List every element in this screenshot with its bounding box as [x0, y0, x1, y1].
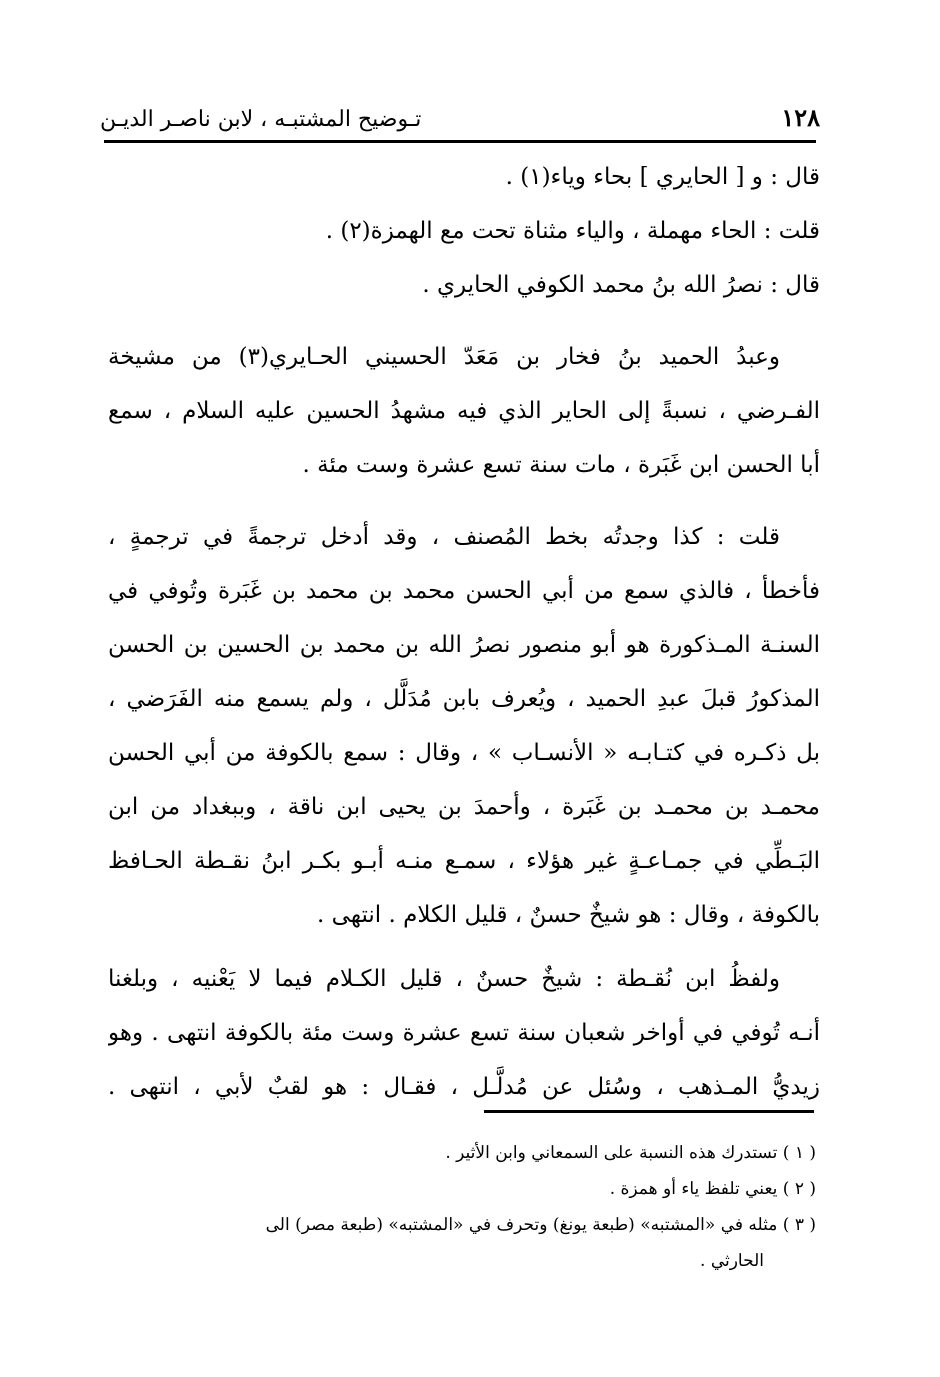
text-line: الفـرضي ، نسبةً إلى الحاير الذي فيه مشهدُ الحسين عليه السلام ، سمع [108, 398, 820, 424]
text-line: بل ذكـره في كتـابـه « الأنسـاب » ، وقال : سمع بالكوفة من أبي الحسن [108, 740, 820, 766]
text-line: قال : نصرُ الله بنُ محمد الكوفي الحايري . [422, 272, 820, 298]
text-line: زيديُّ المـذهب ، وسُئل عن مُدلَّـل ، فقـال : هو لقبٌ لأبي ، انتهى . [108, 1074, 820, 1100]
text-line: محمـد بن محمـد بن غَبَرة ، وأحمدَ بن يحيى ابن ناقة ، وببغداد من ابن [108, 794, 820, 820]
footnote-continuation: الحارثي . [700, 1251, 764, 1271]
text-line: أبا الحسن ابن غَبَرة ، مات سنة تسع عشرة وست مئة . [302, 452, 820, 478]
text-line: السنـة المـذكورة هو أبو منصور نصرُ الله بن محمد بن الحسين بن الحسن [108, 632, 820, 658]
footnotes [116, 1135, 816, 1279]
footnote-rule [484, 1110, 814, 1113]
paragraph-gap [108, 312, 820, 330]
page-header [100, 92, 820, 132]
text-line: قلت : الحاء مهملة ، والياء مثناة تحت مع الهمزة(٢) . [325, 218, 820, 244]
text-line: البَـطِّي في جمـاعـةٍ غير هؤلاء ، سمـع منـه أبـو بكـر ابنُ نقـطة الحـافظ [108, 848, 820, 874]
text-line: ولفظُ ابن نُقـطة : شيخٌ حسنٌ ، قليل الكـلام فيما لا يَعْنيه ، وبلغنا [108, 966, 780, 992]
footnote: ( ١ ) تستدرك هذه النسبة على السمعاني وابن الأثير . [445, 1143, 816, 1163]
text-line: فأخطأ ، فالذي سمع من أبي الحسن محمد بن محمد بن غَبَرة وتُوفي في [108, 578, 820, 604]
header-rule [104, 140, 816, 143]
footnote: ( ٢ ) يعني تلفظ ياء أو همزة . [609, 1179, 816, 1199]
page-number: ١٢٨ [781, 103, 820, 132]
main-text [108, 150, 820, 1114]
text-line: قال : و [ الحايري ] بحاء وياء(١) . [505, 164, 820, 190]
paragraph-gap [108, 942, 820, 952]
paragraph-gap [108, 492, 820, 510]
text-line: أنـه تُوفي في أواخر شعبان سنة تسع عشرة وست مئة بالكوفة انتهى . وهو [108, 1020, 820, 1046]
text-line: قلت : كذا وجدتُه بخط المُصنف ، وقد أدخل ترجمةً في ترجمةٍ ، [108, 524, 780, 550]
text-line: بالكوفة ، وقال : هو شيخٌ حسنٌ ، قليل الكلام . انتهى . [317, 902, 820, 928]
text-line: المذكورُ قبلَ عبدِ الحميد ، ويُعرف بابن مُدَلَّل ، ولم يسمع منه الفَرَضي ، [108, 686, 820, 712]
text-line: وعبدُ الحميد بنُ فخار بن مَعَدّ الحسيني الحـايري(٣) من مشيخة [108, 344, 780, 370]
footnote: ( ٣ ) مثله في «المشتبه» (طبعة يونغ) وتحرف في «المشتبه» (طبعة مصر) الى [265, 1215, 816, 1235]
running-title: تـوضيح المشتبـه ، لابن ناصـر الديـن [100, 107, 422, 132]
